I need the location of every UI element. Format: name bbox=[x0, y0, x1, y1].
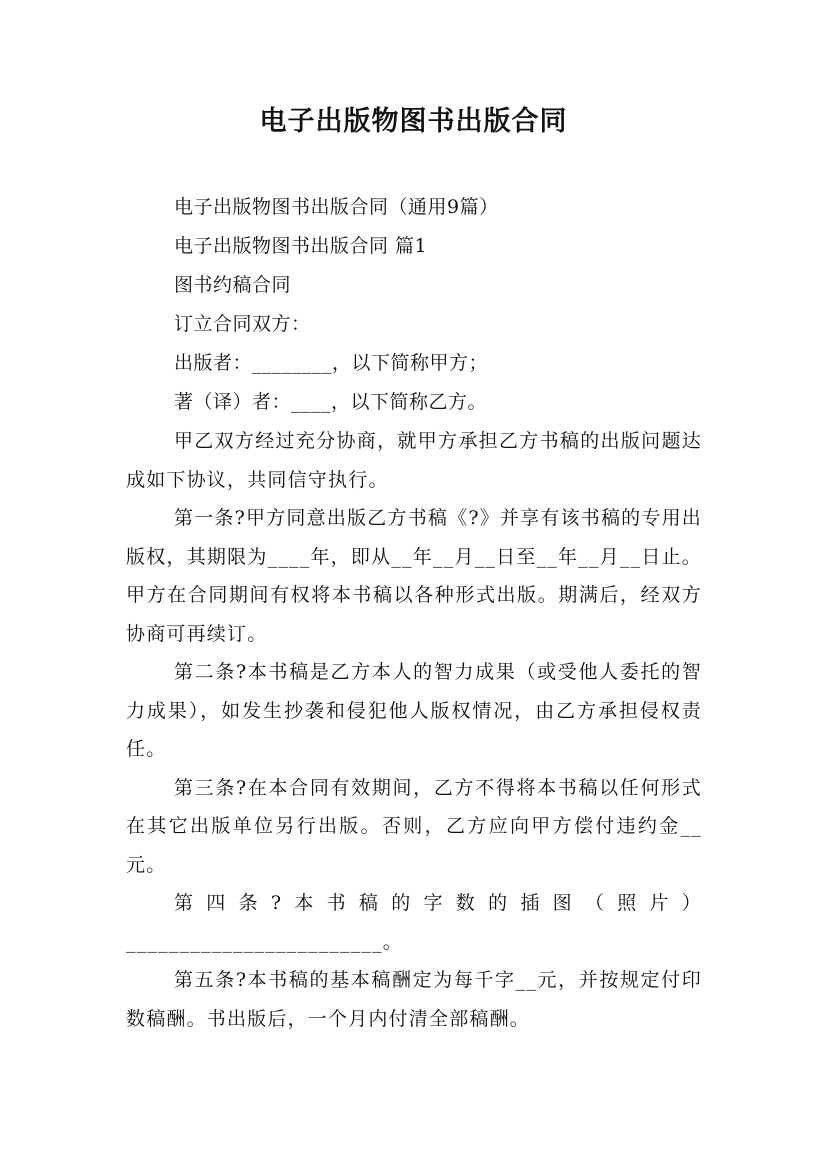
paragraph-article-3: 第三条?在本合同有效期间，乙方不得将本书稿以任何形式在其它出版单位另行出版。否则，乙方应向甲方偿付违约金__元。 bbox=[126, 776, 702, 876]
publisher-line: 出版者：________，以下简称甲方； bbox=[174, 352, 489, 374]
contract-name: 图书约稿合同 bbox=[174, 274, 292, 296]
parties-heading: 订立合同双方： bbox=[174, 313, 311, 335]
paragraph-article-1: 第一条?甲方同意出版乙方书稿《?》并享有该书稿的专用出版权，其期限为____年，即从__年__月__日至__年__月__日止。甲方在合同期间有权将本书稿以各种形式出版。期满后，经双方协商可再续订。 bbox=[126, 507, 702, 645]
document-title: 电子出版物图书出版合同 bbox=[259, 106, 568, 137]
author-line: 著（译）者：____，以下简称乙方。 bbox=[174, 391, 488, 413]
paragraph-article-5: 第五条?本书稿的基本稿酬定为每千字__元，并按规定付印数稿酬。书出版后，一个月内付清全部稿酬。 bbox=[126, 969, 702, 1030]
subtitle-line: 电子出版物图书出版合同（通用9篇） bbox=[174, 196, 499, 218]
paragraph-article-4: 第四条?本书稿的字数的插图（照片）________________________。 bbox=[126, 892, 702, 953]
paragraph-intro: 甲乙双方经过充分协商，就甲方承担乙方书稿的出版问题达成如下协议，共同信守执行。 bbox=[126, 430, 702, 491]
section-heading: 电子出版物图书出版合同 篇1 bbox=[174, 235, 428, 257]
paragraph-article-2: 第二条?本书稿是乙方本人的智力成果（或受他人委托的智力成果），如发生抄袭和侵犯他人版权情况，由乙方承担侵权责任。 bbox=[126, 661, 702, 760]
document-body bbox=[126, 188, 702, 1038]
